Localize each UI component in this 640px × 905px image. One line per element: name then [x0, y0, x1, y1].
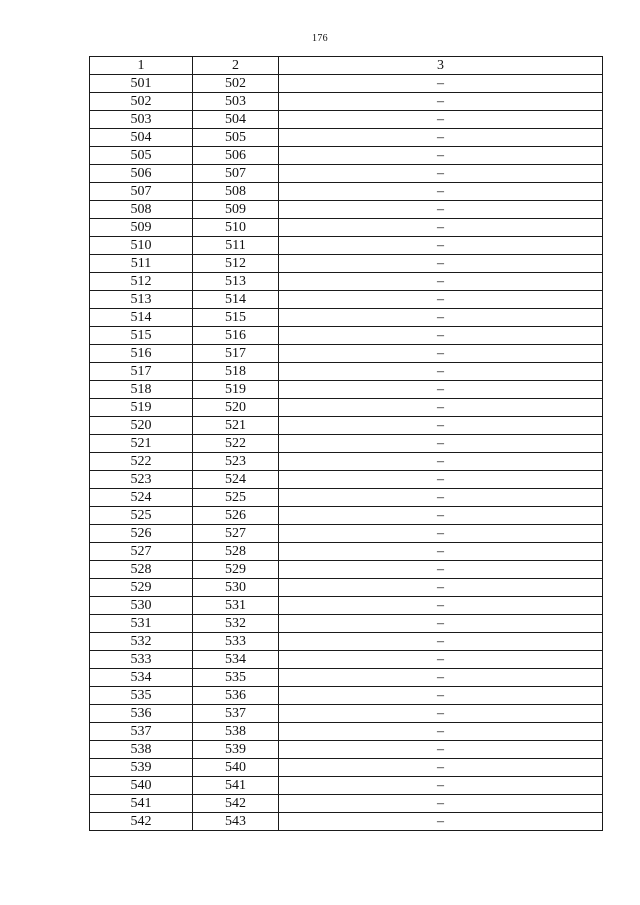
cell-col-2: 533	[193, 633, 279, 651]
cell-col-1: 533	[90, 651, 193, 669]
cell-col-3: –	[279, 219, 603, 237]
cell-col-3: –	[279, 579, 603, 597]
cell-col-1: 501	[90, 75, 193, 93]
cell-col-3: –	[279, 651, 603, 669]
table-row	[90, 741, 603, 759]
table-row	[90, 417, 603, 435]
cell-col-2: 513	[193, 273, 279, 291]
table-row	[90, 75, 603, 93]
cell-col-3: –	[279, 111, 603, 129]
cell-col-3: –	[279, 345, 603, 363]
cell-col-2: 534	[193, 651, 279, 669]
cell-col-2: 532	[193, 615, 279, 633]
cell-col-3: –	[279, 291, 603, 309]
table-body	[90, 75, 603, 831]
cell-col-3: –	[279, 615, 603, 633]
cell-col-3: –	[279, 309, 603, 327]
cell-col-3: –	[279, 597, 603, 615]
cell-col-1: 534	[90, 669, 193, 687]
cell-col-3: –	[279, 777, 603, 795]
cell-col-1: 532	[90, 633, 193, 651]
cell-col-2: 525	[193, 489, 279, 507]
table-row	[90, 759, 603, 777]
cell-col-1: 524	[90, 489, 193, 507]
table-row	[90, 255, 603, 273]
table-row	[90, 489, 603, 507]
cell-col-3: –	[279, 759, 603, 777]
column-header-3: 3	[279, 57, 603, 75]
cell-col-3: –	[279, 201, 603, 219]
cell-col-1: 515	[90, 327, 193, 345]
cell-col-2: 510	[193, 219, 279, 237]
cell-col-2: 515	[193, 309, 279, 327]
cell-col-3: –	[279, 507, 603, 525]
cell-col-3: –	[279, 399, 603, 417]
cell-col-3: –	[279, 327, 603, 345]
cell-col-1: 527	[90, 543, 193, 561]
cell-col-3: –	[279, 93, 603, 111]
cell-col-1: 538	[90, 741, 193, 759]
cell-col-1: 536	[90, 705, 193, 723]
cell-col-3: –	[279, 417, 603, 435]
cell-col-2: 535	[193, 669, 279, 687]
table-row	[90, 291, 603, 309]
cell-col-2: 520	[193, 399, 279, 417]
cell-col-2: 530	[193, 579, 279, 597]
cell-col-1: 525	[90, 507, 193, 525]
cell-col-3: –	[279, 543, 603, 561]
table-row	[90, 147, 603, 165]
cell-col-1: 511	[90, 255, 193, 273]
cell-col-3: –	[279, 471, 603, 489]
cell-col-1: 520	[90, 417, 193, 435]
cell-col-2: 538	[193, 723, 279, 741]
cell-col-3: –	[279, 669, 603, 687]
table-row	[90, 453, 603, 471]
cell-col-1: 503	[90, 111, 193, 129]
cell-col-1: 509	[90, 219, 193, 237]
table-row	[90, 381, 603, 399]
table-row	[90, 525, 603, 543]
cell-col-3: –	[279, 183, 603, 201]
cell-col-2: 540	[193, 759, 279, 777]
table-row	[90, 327, 603, 345]
cell-col-3: –	[279, 129, 603, 147]
table-row	[90, 795, 603, 813]
cell-col-2: 504	[193, 111, 279, 129]
cell-col-2: 527	[193, 525, 279, 543]
cell-col-3: –	[279, 795, 603, 813]
cell-col-1: 518	[90, 381, 193, 399]
cell-col-1: 510	[90, 237, 193, 255]
table-row	[90, 237, 603, 255]
table-row	[90, 129, 603, 147]
cell-col-2: 505	[193, 129, 279, 147]
cell-col-2: 507	[193, 165, 279, 183]
cell-col-2: 526	[193, 507, 279, 525]
cell-col-2: 517	[193, 345, 279, 363]
cell-col-1: 529	[90, 579, 193, 597]
cell-col-2: 522	[193, 435, 279, 453]
cell-col-3: –	[279, 237, 603, 255]
cell-col-1: 513	[90, 291, 193, 309]
cell-col-2: 519	[193, 381, 279, 399]
cell-col-3: –	[279, 273, 603, 291]
table-header-row	[90, 57, 603, 75]
cell-col-3: –	[279, 687, 603, 705]
cell-col-1: 535	[90, 687, 193, 705]
cell-col-1: 528	[90, 561, 193, 579]
cell-col-1: 522	[90, 453, 193, 471]
cell-col-3: –	[279, 705, 603, 723]
column-header-1: 1	[90, 57, 193, 75]
table-row	[90, 543, 603, 561]
cell-col-2: 508	[193, 183, 279, 201]
cell-col-1: 519	[90, 399, 193, 417]
cell-col-3: –	[279, 363, 603, 381]
cell-col-3: –	[279, 723, 603, 741]
table-row	[90, 399, 603, 417]
cell-col-1: 540	[90, 777, 193, 795]
cell-col-1: 530	[90, 597, 193, 615]
table-row	[90, 507, 603, 525]
cell-col-3: –	[279, 453, 603, 471]
table-row	[90, 705, 603, 723]
cell-col-1: 531	[90, 615, 193, 633]
cell-col-2: 516	[193, 327, 279, 345]
cell-col-2: 531	[193, 597, 279, 615]
table-row	[90, 219, 603, 237]
table-row	[90, 93, 603, 111]
cell-col-3: –	[279, 489, 603, 507]
cell-col-3: –	[279, 255, 603, 273]
cell-col-1: 506	[90, 165, 193, 183]
table-row	[90, 435, 603, 453]
table-row	[90, 669, 603, 687]
cell-col-1: 516	[90, 345, 193, 363]
cell-col-1: 526	[90, 525, 193, 543]
table-row	[90, 597, 603, 615]
table-row	[90, 579, 603, 597]
cell-col-2: 518	[193, 363, 279, 381]
cell-col-1: 508	[90, 201, 193, 219]
cell-col-2: 503	[193, 93, 279, 111]
cell-col-1: 542	[90, 813, 193, 831]
cell-col-1: 504	[90, 129, 193, 147]
cell-col-2: 539	[193, 741, 279, 759]
table-row	[90, 273, 603, 291]
cell-col-1: 505	[90, 147, 193, 165]
data-table	[89, 56, 603, 831]
cell-col-2: 524	[193, 471, 279, 489]
cell-col-3: –	[279, 75, 603, 93]
cell-col-1: 517	[90, 363, 193, 381]
table-row	[90, 723, 603, 741]
table-row	[90, 201, 603, 219]
cell-col-1: 539	[90, 759, 193, 777]
cell-col-1: 541	[90, 795, 193, 813]
cell-col-3: –	[279, 561, 603, 579]
cell-col-1: 507	[90, 183, 193, 201]
table-row	[90, 471, 603, 489]
table-row	[90, 687, 603, 705]
cell-col-1: 521	[90, 435, 193, 453]
column-header-2: 2	[193, 57, 279, 75]
cell-col-1: 537	[90, 723, 193, 741]
cell-col-2: 514	[193, 291, 279, 309]
cell-col-1: 514	[90, 309, 193, 327]
cell-col-3: –	[279, 741, 603, 759]
cell-col-3: –	[279, 525, 603, 543]
table-row	[90, 561, 603, 579]
cell-col-3: –	[279, 633, 603, 651]
table-row	[90, 813, 603, 831]
cell-col-2: 542	[193, 795, 279, 813]
cell-col-3: –	[279, 435, 603, 453]
cell-col-1: 502	[90, 93, 193, 111]
cell-col-2: 536	[193, 687, 279, 705]
cell-col-2: 529	[193, 561, 279, 579]
cell-col-2: 543	[193, 813, 279, 831]
table-row	[90, 633, 603, 651]
table-row	[90, 165, 603, 183]
cell-col-2: 537	[193, 705, 279, 723]
table-row	[90, 309, 603, 327]
cell-col-2: 511	[193, 237, 279, 255]
cell-col-2: 528	[193, 543, 279, 561]
cell-col-3: –	[279, 381, 603, 399]
cell-col-2: 521	[193, 417, 279, 435]
table-row	[90, 183, 603, 201]
table-row	[90, 345, 603, 363]
cell-col-3: –	[279, 813, 603, 831]
cell-col-2: 523	[193, 453, 279, 471]
cell-col-1: 523	[90, 471, 193, 489]
cell-col-1: 512	[90, 273, 193, 291]
cell-col-3: –	[279, 165, 603, 183]
table-row	[90, 651, 603, 669]
cell-col-2: 506	[193, 147, 279, 165]
page-number: 176	[312, 33, 328, 44]
table-row	[90, 615, 603, 633]
cell-col-2: 509	[193, 201, 279, 219]
cell-col-2: 502	[193, 75, 279, 93]
table-row	[90, 363, 603, 381]
table-row	[90, 777, 603, 795]
cell-col-3: –	[279, 147, 603, 165]
table-row	[90, 111, 603, 129]
cell-col-2: 541	[193, 777, 279, 795]
cell-col-2: 512	[193, 255, 279, 273]
